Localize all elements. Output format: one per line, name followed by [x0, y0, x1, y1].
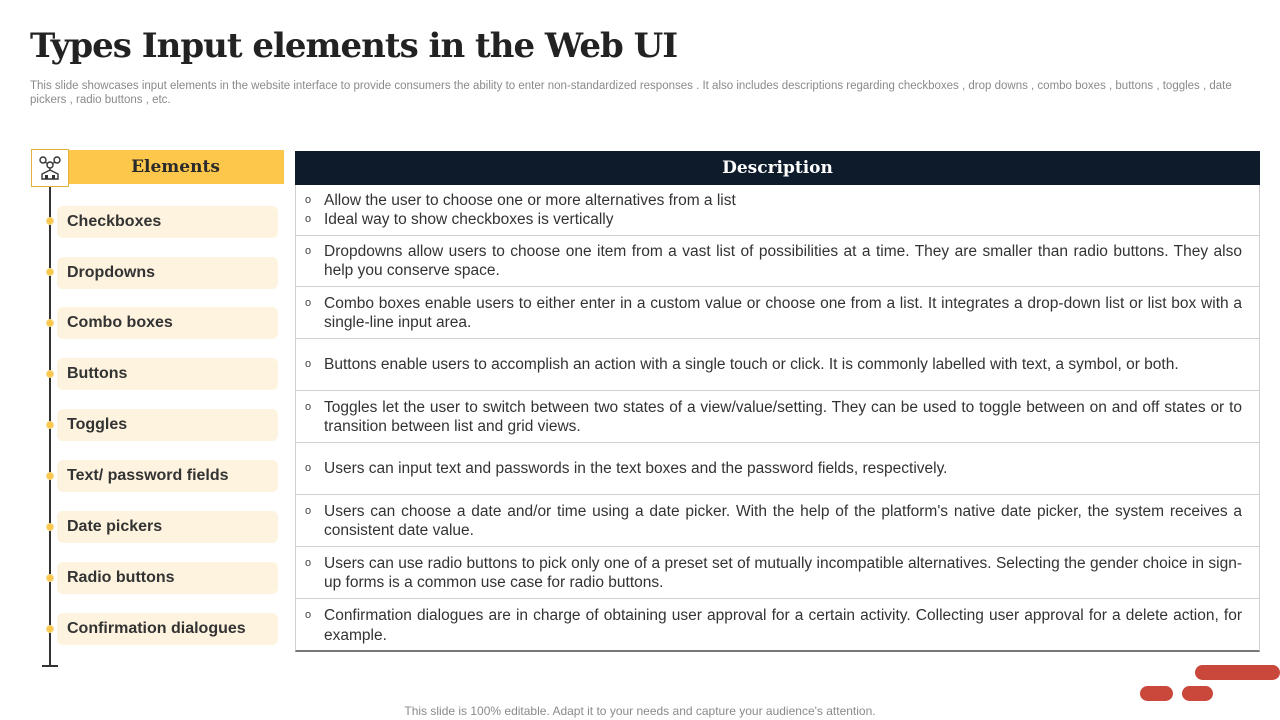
bullet-text: Ideal way to show checkboxes is vertically: [324, 211, 614, 228]
bullet-icon: o: [305, 609, 312, 621]
description-table: [295, 185, 1260, 652]
decorative-bar: [1182, 686, 1213, 701]
description-row-checkboxes: [296, 185, 1259, 236]
description-row-date-pickers: [296, 496, 1259, 547]
elements-header-label: Elements: [131, 157, 220, 177]
timeline-dot: [46, 472, 54, 480]
bullet-line: [305, 355, 1242, 375]
bullet-icon: o: [305, 193, 312, 206]
description-row-confirmation-dialogues: [296, 600, 1259, 651]
description-row-combo-boxes: [296, 288, 1259, 339]
network-icon: [31, 149, 69, 187]
timeline-dot: [46, 217, 54, 225]
element-item-toggles: Toggles: [57, 409, 278, 441]
bullet-line: [305, 210, 1242, 230]
bullet-line: [305, 459, 1242, 479]
bullet-line: [305, 502, 1242, 541]
timeline-end-cap: [42, 665, 58, 667]
description-row-dropdowns: [296, 236, 1259, 287]
bullet-icon: o: [305, 244, 312, 257]
element-item-radio-buttons: Radio buttons: [57, 562, 278, 594]
timeline-dot: [46, 574, 54, 582]
decorative-bar: [1195, 665, 1280, 680]
bullet-text: Dropdowns allow users to choose one item from a vast list of possibilities at a time. They are smaller than radio buttons. They also help you conserve space.: [324, 242, 1242, 279]
bullet-line: [305, 606, 1242, 645]
timeline-dot: [46, 421, 54, 429]
element-item-buttons: Buttons: [57, 358, 278, 390]
timeline-dot: [46, 625, 54, 633]
bullet-line: [305, 398, 1242, 437]
bullet-text: Users can use radio buttons to pick only one of a preset set of mutually incompatible alternatives. Selecting the gender choice in sign-up forms is a common use case for radio buttons.: [324, 554, 1242, 591]
timeline-dot: [46, 319, 54, 327]
element-item-text-password-fields: Text/ password fields: [57, 460, 278, 492]
element-item-date-pickers: Date pickers: [57, 511, 278, 543]
slide-subtitle: This slide showcases input elements in the website interface to provide consumers the ability to enter non-standardized responses . It also includes descriptions regarding checkboxes , drop downs , combo boxes , buttons , toggles , date pickers , radio buttons , etc.: [30, 80, 1232, 106]
timeline-dot: [46, 370, 54, 378]
description-row-buttons: [296, 340, 1259, 391]
bullet-text: Users can input text and passwords in the text boxes and the password fields, respectively.: [324, 460, 948, 478]
bullet-text: Confirmation dialogues are in charge of obtaining user approval for a certain activity. Collecting user approval for a delete action, for example.: [324, 607, 1242, 644]
decorative-bar: [1140, 686, 1173, 701]
description-row-toggles: [296, 392, 1259, 443]
bullet-icon: o: [305, 462, 312, 475]
timeline-dot: [46, 523, 54, 531]
bullet-line: [305, 242, 1242, 281]
element-item-combo-boxes: Combo boxes: [57, 307, 278, 339]
element-item-checkboxes: Checkboxes: [57, 206, 278, 238]
footer-note: This slide is 100% editable. Adapt it to your needs and capture your audience's attention.: [404, 704, 876, 718]
bullet-text: Allow the user to choose one or more alternatives from a list: [324, 191, 736, 209]
bullet-icon: o: [305, 213, 312, 225]
bullet-text: Toggles let the user to switch between two states of a view/value/setting. They can be used to toggle between on and off states or to transition between list and grid views.: [324, 398, 1242, 435]
bullet-line: [305, 554, 1242, 593]
description-row-radio-buttons: [296, 548, 1259, 599]
bullet-icon: o: [305, 400, 312, 413]
bullet-text: Users can choose a date and/or time using a date picker. With the help of the platform's native date picker, the system receives a consistent date value.: [324, 502, 1242, 539]
bullet-text: Combo boxes enable users to either enter in a custom value or choose one from a list. It integrates a drop-down list or list box with a single-line input area.: [324, 294, 1242, 331]
bullet-icon: o: [305, 556, 312, 569]
element-item-dropdowns: Dropdowns: [57, 257, 278, 289]
description-row-text-password-fields: [296, 444, 1259, 495]
bullet-text: Buttons enable users to accomplish an action with a single touch or click. It is commonly labelled with text, a symbol, or both.: [324, 356, 1179, 374]
bullet-icon: o: [305, 296, 312, 309]
bullet-icon: o: [305, 504, 312, 517]
bullet-line: [305, 294, 1242, 333]
timeline-dot: [46, 268, 54, 276]
slide-title: Types Input elements in the Web UI: [30, 26, 678, 66]
bullet-line: [305, 191, 1242, 211]
bullet-icon: o: [305, 358, 312, 371]
element-item-confirmation-dialogues: Confirmation dialogues: [57, 613, 278, 645]
description-header: Description: [295, 151, 1260, 185]
